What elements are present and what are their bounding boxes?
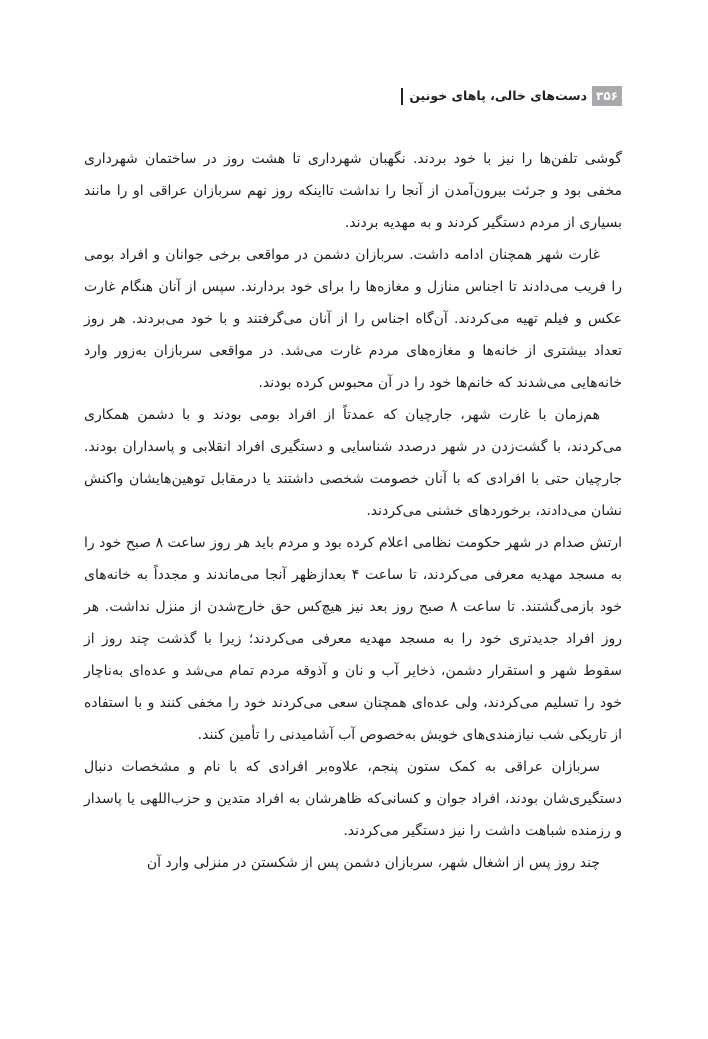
- page-number: ۳۵۶: [592, 86, 622, 106]
- body-text: [84, 143, 622, 879]
- running-title: دست‌های خالی، پاهای خونین: [409, 88, 588, 103]
- paragraph: هم‌زمان با غارت شهر، جارچیان که عمدتاً از افراد بومی بودند و با دشمن همکاری می‌کردند، با گشت‌زدن در شهر درصدد شناسایی و دستگیری افراد انقلابی و پاسداران بودند. جارچیان حتی با افرادی که با آنان خصومت شخصی داشتند یا درمقابل توهین‌هایشان واکنش نشان می‌دادند، برخوردهای خشنی می‌کردند.: [84, 407, 622, 519]
- paragraph: گوشی تلفن‌ها را نیز با خود بردند. نگهبان شهرداری تا هشت روز در ساختمان شهرداری مخفی بود و جرئت بیرون‌آمدن از آنجا را نداشت تااینکه روز نهم سربازان عراقی او را مانند بسیاری از مردم دستگیر کردند و به مهدیه بردند.: [84, 151, 622, 231]
- paragraph: ارتش صدام در شهر حکومت نظامی اعلام کرده بود و مردم باید هر روز ساعت ۸ صبح خود را به مسجد مهدیه معرفی می‌کردند، تا ساعت ۴ بعدازظهر آنجا می‌ماندند و مجدداً به خانه‌های خود بازمی‌گشتند. تا ساعت ۸ صبح روز بعد نیز هیچ‌کس حق خارج‌شدن از منزل نداشت. هر روز افراد جدیدتری خود را به مسجد مهدیه معرفی می‌کردند؛ زیرا با گذشت چند روز از سقوط شهر و استقرار دشمن، ذخایر آب و نان و آذوقه مردم تمام می‌شد و عده‌ای به‌ناچار خود را تسلیم می‌کردند، ولی عده‌ای همچنان سعی می‌کردند خود را مخفی کنند و با استفاده از تاریکی شب نیازمندی‌های خویش به‌خصوص آب آشامیدنی را تأمین کنند.: [84, 535, 622, 743]
- paragraph: چند روز پس از اشغال شهر، سربازان دشمن پس از شکستن در منزلی وارد آن: [146, 855, 600, 871]
- paragraph: غارت شهر همچنان ادامه داشت. سربازان دشمن در مواقعی برخی جوانان و افراد بومی را فریب می‌دادند تا اجناس منازل و مغازه‌ها را برای خود بردارند. سپس از آنان هنگام غارت عکس و فیلم تهیه می‌کردند. آن‌گاه اجناس را از آنان می‌گرفتند و با خود می‌بردند. هر روز تعداد بیشتری از خانه‌ها و مغازه‌های مردم غارت می‌شد. در مواقعی سربازان به‌زور وارد خانه‌هایی می‌شدند که خانم‌ها خود را در آن محبوس کرده بودند.: [84, 247, 622, 391]
- header-divider-bar: [401, 88, 403, 105]
- paragraph: سربازان عراقی به کمک ستون پنجم، علاوه‌بر افرادی که با نام و مشخصات دنبال دستگیری‌شان بودند، افراد جوان و کسانی‌که ظاهرشان به افراد متدین و حزب‌اللهی یا پاسدار و رزمنده شباهت داشت را نیز دستگیر می‌کردند.: [84, 759, 622, 839]
- page-header: [401, 86, 622, 106]
